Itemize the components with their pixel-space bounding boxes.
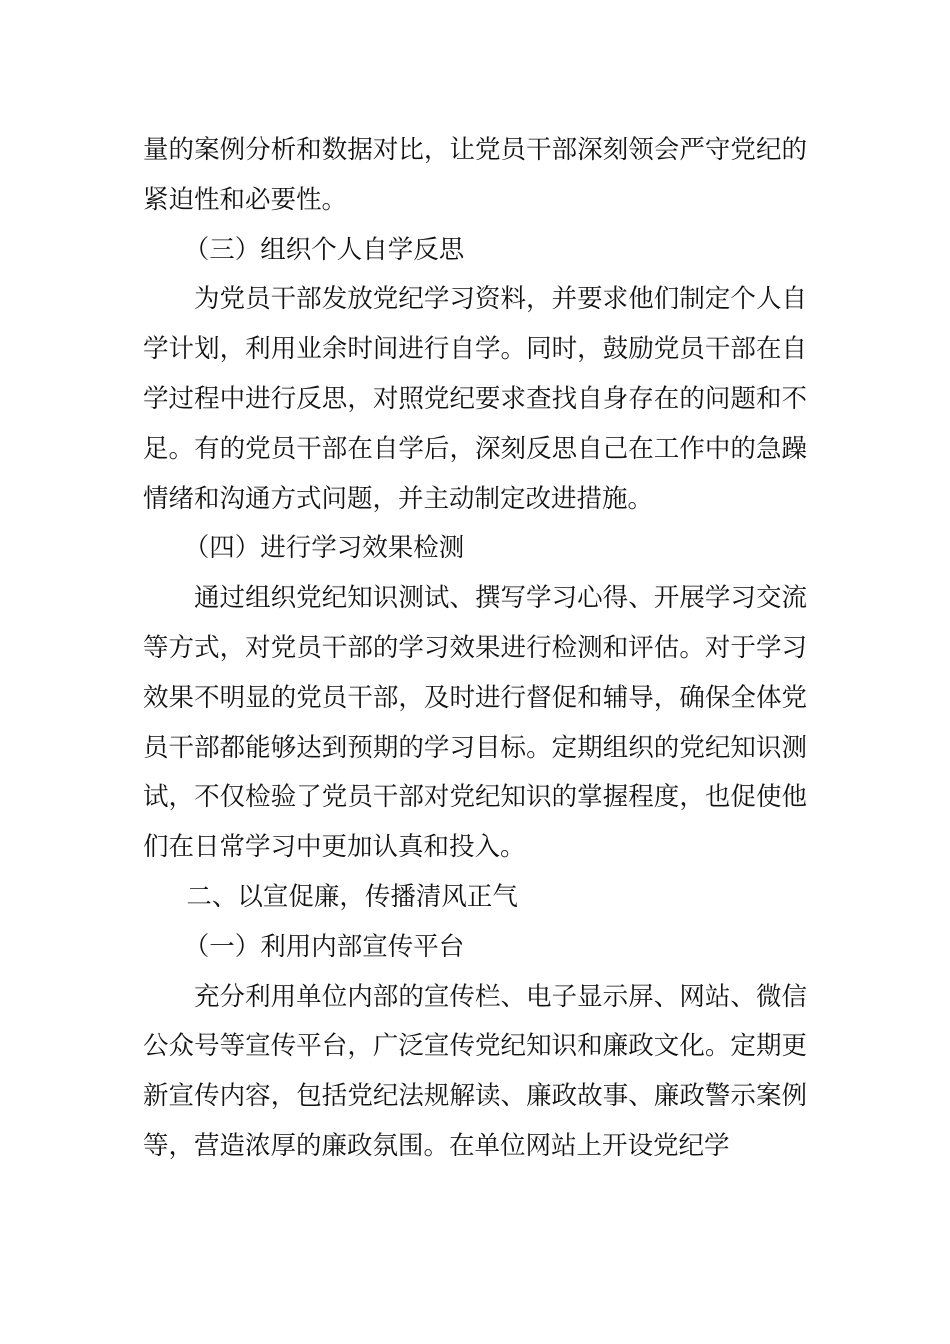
paragraph-evaluation: 通过组织党纪知识测试、撰写学习心得、开展学习交流等方式，对党员干部的学习效果进行检测和评估。对于学习效果不明显的党员干部，及时进行督促和辅导，确保全体党员干部都能够达到预期的学习目标。定期组织的党纪知识测试，不仅检验了党员干部对党纪知识的掌握程度，也促使他们在日常学习中更加认真和投入。: [143, 583, 807, 863]
paragraph-self-study: 为党员干部发放党纪学习资料，并要求他们制定个人自学计划，利用业余时间进行自学。同时，鼓励党员干部在自学过程中进行反思，对照党纪要求查找自身存在的问题和不足。有的党员干部在自学后，深刻反思自己在工作中的急躁情绪和沟通方式问题，并主动制定改进措施。: [143, 284, 807, 514]
chapter-heading-2: 二、以宣促廉，传播清风正气: [186, 881, 518, 912]
paragraph-continuation: 量的案例分析和数据对比，让党员干部深刻领会严守党纪的紧迫性和必要性。: [143, 135, 807, 215]
paragraph-internal-promotion: 充分利用单位内部的宣传栏、电子显示屏、网站、微信公众号等宣传平台，广泛宣传党纪知识和廉政文化。定期更新宣传内容，包括党纪法规解读、廉政故事、廉政警示案例等，营造浓厚的廉政氛围。在单位网站上开设党纪学: [143, 981, 807, 1161]
section-heading-3: （三）组织个人自学反思: [183, 234, 465, 265]
document-body: [143, 126, 807, 1172]
section-heading-4: （四）进行学习效果检测: [183, 533, 465, 564]
section-heading-1: （一）利用内部宣传平台: [183, 931, 465, 962]
